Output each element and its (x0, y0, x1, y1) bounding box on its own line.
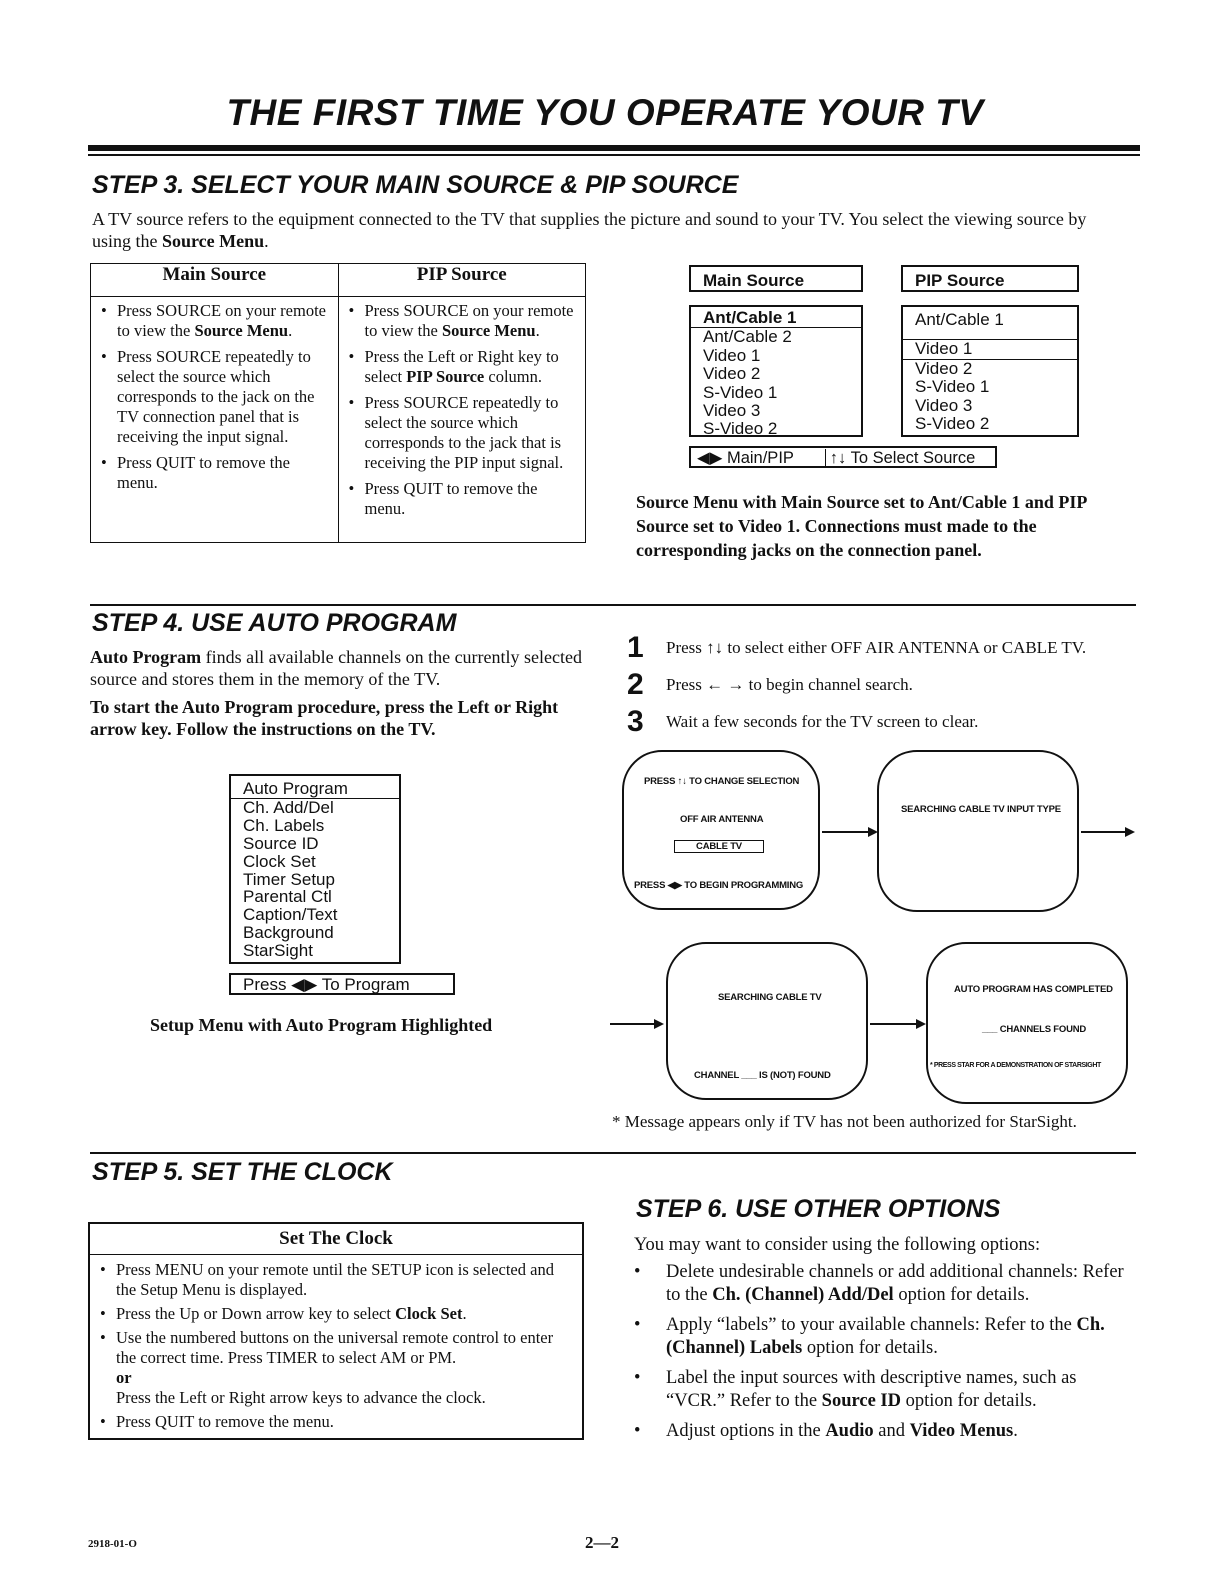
step4-para1: Auto Program finds all available channels on the currently selected source and stores them in the memory of the TV. (90, 647, 583, 689)
tv-screen-searching-input-type (877, 750, 1079, 912)
text-run: Press QUIT to remove the menu. (117, 453, 290, 492)
section-divider (90, 604, 1136, 606)
pip-source-option: Ant/Cable 1 (915, 310, 1004, 329)
text-run: Press SOURCE on your remote to view the (117, 301, 326, 340)
menu-pip-source-tab: PIP Source (901, 265, 1079, 292)
setup-menu-item: Ch. Add/Del (243, 797, 334, 817)
step4-heading: STEP 4. USE AUTO PROGRAM (92, 609, 457, 637)
screen2-line1: SEARCHING CABLE TV INPUT TYPE (901, 804, 1061, 815)
step5-heading: STEP 5. SET THE CLOCK (92, 1158, 393, 1186)
step3-intro: A TV source refers to the equipment connected to the TV that supplies the picture and sound to your TV. You select the viewing source by using the Source Menu. (92, 209, 1087, 251)
screen4-line1: AUTO PROGRAM HAS COMPLETED (954, 984, 1113, 995)
clock-instruction (96, 1304, 576, 1324)
setup-menu-item: Background (243, 923, 334, 943)
screen4-line2: ___ CHANNELS FOUND (982, 1024, 1087, 1035)
option-item (634, 1420, 1134, 1443)
text-run: Adjust options in the (666, 1421, 826, 1441)
setup-menu-footer: Press ◀▶ To Program (229, 973, 455, 995)
text-run: . (288, 321, 293, 340)
menu-footer-left: ◀▶ Main/PIP (697, 449, 794, 467)
text-run: option for details. (900, 1391, 1037, 1411)
setup-menu-item: StarSight (243, 941, 313, 961)
text-run: column. (484, 367, 543, 386)
text-run: Delete undesirable channels or add additional channels: Refer to the (666, 1262, 1124, 1305)
text-run: Video Menus (909, 1421, 1014, 1441)
set-clock-box (88, 1222, 584, 1440)
main-source-option: Video 1 (703, 345, 761, 365)
setup-menu-item: Source ID (243, 833, 319, 853)
text-run: option for details. (802, 1338, 938, 1358)
menu-main-source-list (689, 305, 863, 437)
or-text: Press the Left or Right arrow keys to advance the clock. (116, 1388, 486, 1407)
text-run: Source Menu (441, 321, 536, 340)
page-title: THE FIRST TIME YOU OPERATE YOUR TV (226, 92, 984, 133)
clock-instruction (96, 1412, 576, 1432)
step4-para2: To start the Auto Program procedure, press the Left or Right arrow key. Follow the instructions on the TV. (90, 697, 559, 739)
pip-source-option: Video 2 (915, 358, 973, 378)
screen4-line3: * PRESS STAR FOR A DEMONSTRATION OF STARSIGHT (930, 1062, 1101, 1069)
option-item (634, 1261, 1134, 1307)
instruction-item (345, 347, 580, 387)
pip-source-option: S-Video 1 (915, 377, 990, 397)
text-run: . (462, 1304, 467, 1323)
text-run: Press SOURCE repeatedly to select the source which corresponds to the jack that is receiving the PIP input signal. (364, 393, 564, 472)
main-source-option: Ant/Cable 1 (691, 309, 861, 328)
text-run: Clock Set (395, 1304, 463, 1323)
step-number: 3 (627, 705, 644, 738)
set-clock-title: Set The Clock (90, 1224, 582, 1255)
text-run: option for details. (893, 1285, 1030, 1305)
instruction-item (345, 479, 580, 519)
instruction-item (97, 453, 332, 493)
instruction-item (97, 301, 332, 341)
arrow-3-4 (870, 1023, 918, 1025)
step-text: Press ↑↓ to select either OFF AIR ANTENNA or CABLE TV. (666, 638, 1087, 657)
pip-source-header: PIP Source (338, 264, 586, 297)
main-source-option: Ant/Cable 2 (703, 327, 792, 347)
menu-footer (689, 446, 997, 468)
section-divider-2 (90, 1152, 1136, 1154)
arrow-out (1081, 831, 1127, 833)
text-run: and (873, 1421, 910, 1441)
arrowhead-out (1125, 827, 1135, 837)
source-menu-caption: Source Menu with Main Source set to Ant/Cable 1 and PIP Source set to Video 1. Connections must made to the corresponding jacks on the connection panel. (636, 492, 1087, 560)
pip-source-instructions (338, 297, 586, 543)
text-run: . (1013, 1421, 1018, 1441)
doc-code: 2918-01-O (88, 1538, 137, 1550)
screen1-line4: PRESS ◀▶ TO BEGIN PROGRAMMING (634, 880, 804, 891)
setup-menu-item: Ch. Labels (243, 815, 325, 835)
step-text: Press ← → to begin channel search. (666, 675, 913, 694)
screen1-line1: PRESS ↑↓ TO CHANGE SELECTION (644, 776, 800, 787)
setup-menu-item: Parental Ctl (243, 887, 332, 907)
tv-screen-searching-cable (666, 942, 868, 1100)
clock-instruction (96, 1260, 576, 1300)
step6-intro: You may want to consider using the following options: (634, 1235, 1041, 1255)
text-run: Apply “labels” to your available channels: Refer to the (666, 1315, 1077, 1335)
tv-screen-auto-program-complete (926, 942, 1128, 1104)
text-run: Ch. (Channel) Add/Del (712, 1285, 894, 1305)
text-run: Use the numbered buttons on the universal remote control to enter the correct time. Press TIMER to select AM or PM. (116, 1328, 554, 1367)
or-word: or (116, 1368, 132, 1387)
step-number: 1 (627, 631, 644, 664)
setup-menu-item: Auto Program (231, 780, 399, 799)
main-source-option: Video 3 (703, 401, 761, 421)
screen1-line3: CABLE TV (674, 840, 764, 853)
clock-instruction (96, 1328, 576, 1408)
title-rule-thick (88, 145, 1140, 151)
screen1-line2: OFF AIR ANTENNA (680, 814, 764, 825)
step6-heading: STEP 6. USE OTHER OPTIONS (636, 1195, 1001, 1223)
instruction-item (345, 393, 580, 473)
pip-source-option: Video 1 (903, 339, 1077, 359)
page-number: 2—2 (585, 1533, 619, 1552)
main-source-option: Video 2 (703, 364, 761, 384)
menu-pip-source-list (901, 305, 1079, 437)
instruction-item (97, 347, 332, 447)
arrow-in (610, 1023, 656, 1025)
text-run: Press QUIT to remove the menu. (116, 1412, 334, 1431)
setup-menu-item: Clock Set (243, 851, 316, 871)
text-run: Press SOURCE on your remote to view the (364, 301, 574, 340)
arrowhead-in (654, 1019, 664, 1029)
setup-menu-item: Caption/Text (243, 905, 338, 925)
screen3-line1: SEARCHING CABLE TV (718, 992, 822, 1003)
main-source-header: Main Source (91, 264, 339, 297)
starsight-footnote: * Message appears only if TV has not been authorized for StarSight. (612, 1112, 1077, 1131)
setup-menu (229, 774, 401, 964)
text-run: Label the input sources with descriptive names, such as “VCR.” Refer to the (666, 1368, 1077, 1411)
arrow-1-2 (822, 831, 870, 833)
text-run: Source Menu (194, 321, 289, 340)
setup-menu-caption: Setup Menu with Auto Program Highlighted (150, 1015, 493, 1035)
option-item (634, 1314, 1134, 1360)
tv-screen-select-input (622, 750, 820, 910)
step-text: Wait a few seconds for the TV screen to clear. (666, 712, 979, 731)
setup-menu-item: Timer Setup (243, 869, 335, 889)
option-item (634, 1367, 1134, 1413)
screen3-line2: CHANNEL ___ IS (NOT) FOUND (694, 1070, 831, 1081)
text-run: Press the Up or Down arrow key to select (116, 1304, 396, 1323)
title-rule-thin (88, 154, 1140, 156)
source-instructions-table (90, 263, 586, 543)
pip-source-option: S-Video 2 (915, 414, 990, 434)
instruction-item (345, 301, 580, 341)
main-source-option: S-Video 2 (703, 419, 778, 439)
text-run: Audio (825, 1421, 874, 1441)
pip-source-option: Video 3 (915, 395, 973, 415)
text-run: Press SOURCE repeatedly to select the source which corresponds to the jack on the TV connection panel that is receiving the input signal. (117, 347, 315, 446)
main-source-option: S-Video 1 (703, 382, 778, 402)
text-run: Ch. (Channel) Labels (666, 1315, 1105, 1358)
text-run: . (535, 321, 540, 340)
arrowhead-3-4 (916, 1019, 926, 1029)
text-run: Press the Left or Right key to select (364, 347, 559, 386)
text-run: Press QUIT to remove the menu. (364, 479, 538, 518)
menu-main-source-tab: Main Source (689, 265, 863, 292)
step3-heading: STEP 3. SELECT YOUR MAIN SOURCE & PIP SOURCE (92, 171, 739, 199)
text-run: Press MENU on your remote until the SETUP icon is selected and the Setup Menu is displayed. (116, 1260, 554, 1299)
text-run: PIP Source (406, 367, 485, 386)
options-list (634, 1261, 1134, 1450)
main-source-instructions (91, 297, 339, 543)
menu-footer-right: ↑↓ To Select Source (825, 449, 976, 467)
text-run: Source ID (821, 1391, 901, 1411)
step-number: 2 (627, 668, 644, 701)
